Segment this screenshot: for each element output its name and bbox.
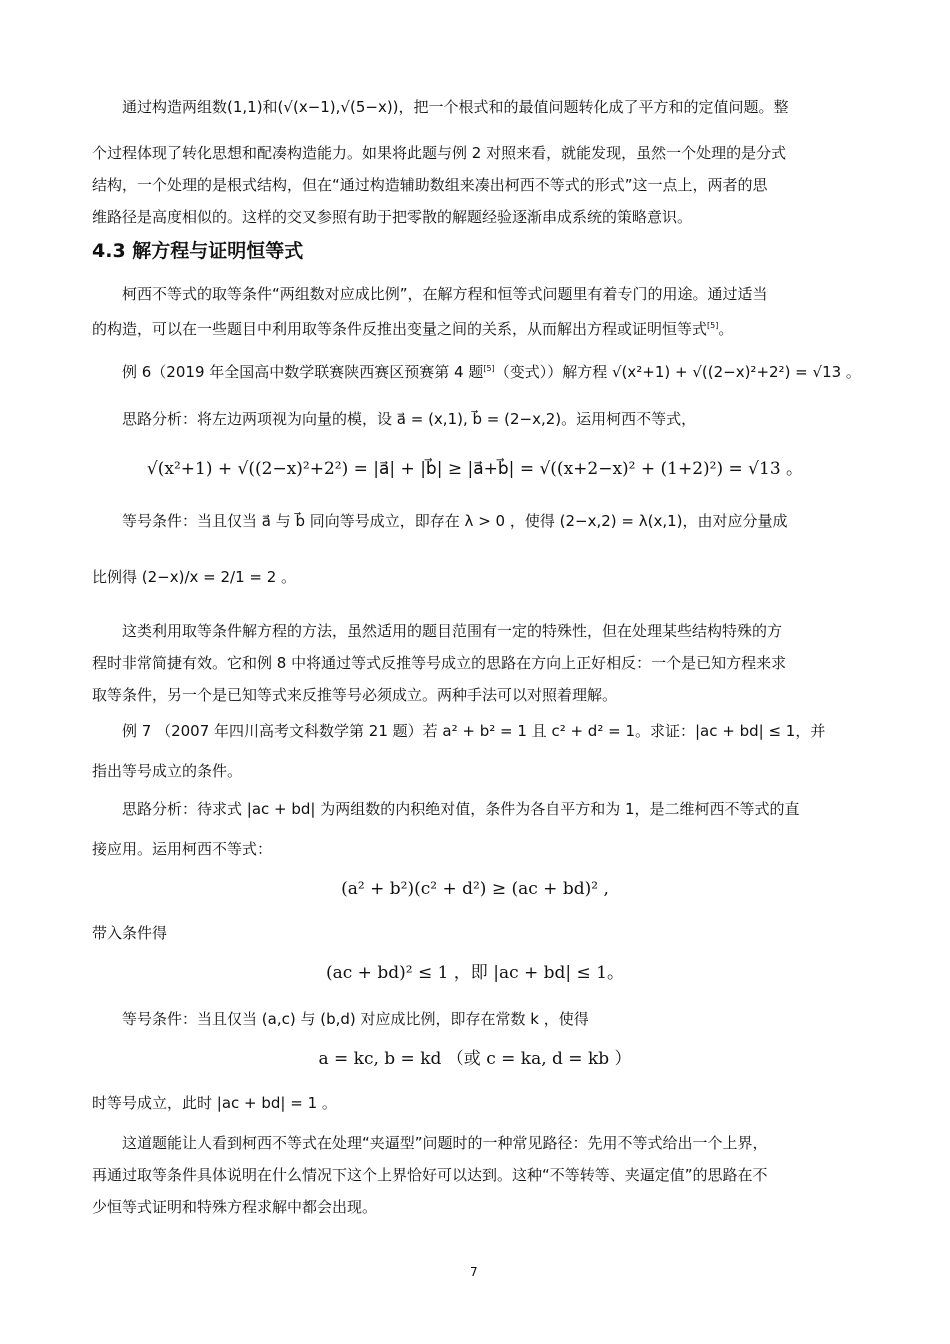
paragraph-line: 个过程体现了转化思想和配凑构造能力。如果将此题与例 2 对照来看，就能发现，虽然一个处理的是分式 bbox=[92, 144, 787, 162]
example-text: 例 6（2019 年全国高中数学联赛陕西赛区预赛第 4 题 bbox=[122, 363, 484, 381]
citation: [5] bbox=[707, 321, 719, 330]
paragraph-line: 维路径是高度相似的。这样的交叉参照有助于把零散的解题经验逐渐串成系统的策略意识。 bbox=[92, 208, 693, 226]
equation: (a² + b²)(c² + d²) ≥ (ac + bd)² , bbox=[341, 879, 609, 899]
paragraph-line: 通过构造两组数(1,1)和(√(x−1),√(5−x))，把一个根式和的最值问题转化成了平方和的定值问题。整 bbox=[122, 98, 789, 116]
analysis-line: 带入条件得 bbox=[92, 924, 168, 942]
paragraph-line: 少恒等式证明和特殊方程求解中都会出现。 bbox=[92, 1198, 378, 1216]
paragraph-line: 柯西不等式的取等条件“两组数对应成比例”，在解方程和恒等式问题里有着专门的用途。通过适当 bbox=[122, 285, 768, 303]
example-7-title: 指出等号成立的条件。 bbox=[92, 762, 243, 780]
analysis-line: 时等号成立，此时 |ac + bd| = 1 。 bbox=[92, 1094, 337, 1112]
example-7-title: 例 7 （2007 年四川高考文科数学第 21 题）若 a² + b² = 1 且 c² + d² = 1。求证：|ac + bd| ≤ 1，并 bbox=[122, 722, 826, 740]
analysis-line: 等号条件：当且仅当 a⃗ 与 b⃗ 同向等号成立，即存在 λ > 0 ，使得 (2−x,2) = λ(x,1)，由对应分量成 bbox=[122, 512, 788, 530]
example-6-title bbox=[122, 358, 861, 383]
example-text: （变式））解方程 √(x²+1) + √((2−x)²+2²) = √13 。 bbox=[494, 363, 861, 381]
analysis-line: 比例得 (2−x)/x = 2/1 = 2 。 bbox=[92, 568, 297, 586]
equation: a = kc, b = kd （或 c = ka, d = kb ） bbox=[318, 1049, 632, 1069]
paragraph-line: 结构，一个处理的是根式结构，但在“通过构造辅助数组来凑出柯西不等式的形式”这一点上，两者的思 bbox=[92, 176, 768, 194]
page-number: 7 bbox=[470, 1265, 478, 1279]
citation: [5] bbox=[483, 364, 495, 373]
paragraph-text: 的构造，可以在一些题目中利用取等条件反推出变量之间的关系，从而解出方程或证明恒等式 bbox=[92, 320, 708, 338]
paragraph-line: 取等条件，另一个是已知等式来反推等号必须成立。两种手法可以对照着理解。 bbox=[92, 686, 618, 704]
analysis-line: 等号条件：当且仅当 (a,c) 与 (b,d) 对应成比例，即存在常数 k ，使得 bbox=[122, 1010, 589, 1028]
paragraph-line: 程时非常简捷有效。它和例 8 中将通过等式反推等号成立的思路在方向上正好相反：一个是已知方程来求 bbox=[92, 654, 787, 672]
paragraph-line bbox=[92, 315, 733, 340]
analysis-line: 接应用。运用柯西不等式： bbox=[92, 840, 273, 858]
paragraph-line: 再通过取等条件具体说明在什么情况下这个上界恰好可以达到。这种“不等转等、夹逼定值”的思路在不 bbox=[92, 1166, 768, 1184]
equation: √(x²+1) + √((2−x)²+2²) = |a⃗| + |b⃗| ≥ |a⃗+b⃗| = √((x+2−x)² + (1+2)²) = √13 。 bbox=[146, 459, 804, 479]
section-heading: 4.3 解方程与证明恒等式 bbox=[92, 240, 304, 262]
analysis-line: 思路分析：待求式 |ac + bd| 为两组数的内积绝对值，条件为各自平方和为 1，是二维柯西不等式的直 bbox=[122, 800, 800, 818]
paragraph-line: 这类利用取等条件解方程的方法，虽然适用的题目范围有一定的特殊性，但在处理某些结构特殊的方 bbox=[122, 622, 783, 640]
paragraph-line: 这道题能让人看到柯西不等式在处理“夹逼型”问题时的一种常见路径：先用不等式给出一个上界， bbox=[122, 1134, 768, 1152]
analysis-line: 思路分析：将左边两项视为向量的模，设 a⃗ = (x,1), b⃗ = (2−x,2)。运用柯西不等式， bbox=[122, 410, 697, 428]
equation: (ac + bd)² ≤ 1 ，即 |ac + bd| ≤ 1。 bbox=[325, 963, 625, 983]
paragraph-text: 。 bbox=[718, 320, 734, 338]
